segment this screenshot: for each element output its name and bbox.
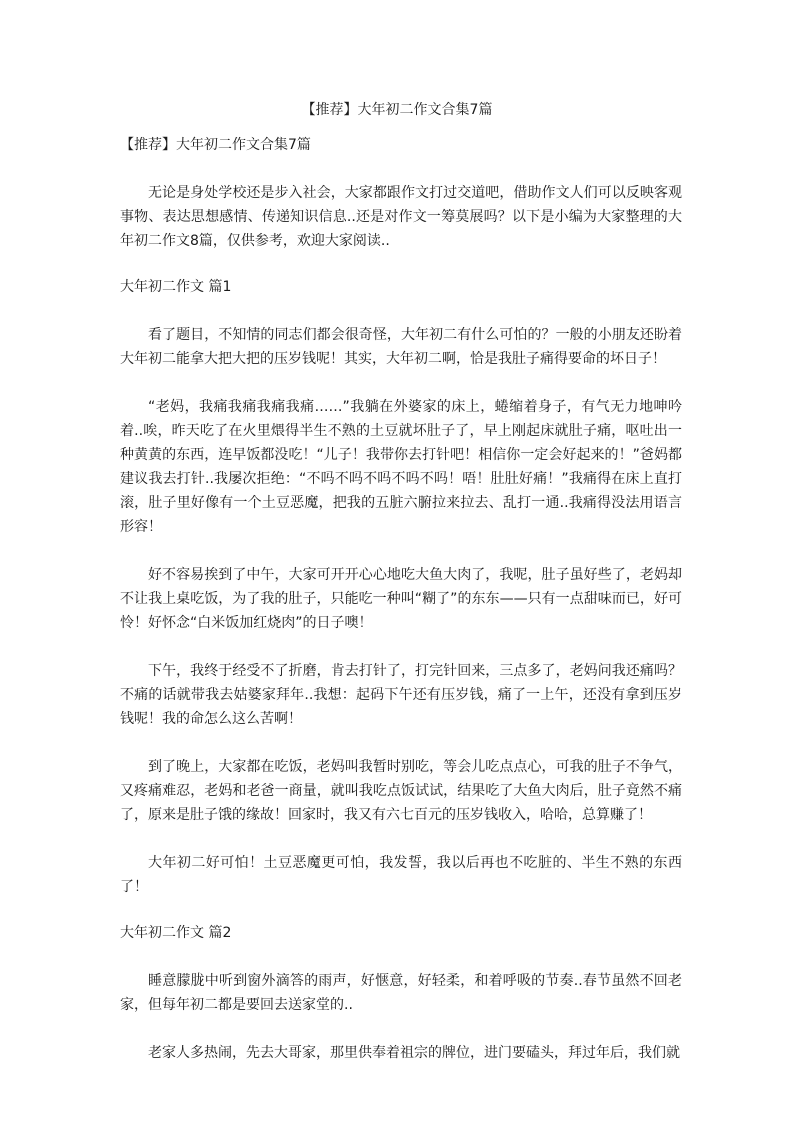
document-title: 【推荐】大年初二作文合集7篇 xyxy=(301,102,493,118)
paragraph: 下午，我终于经受不了折磨，肯去打针了，打完针回来，三点多了，老妈问我还痛吗？不痛的话就带我去姑婆家拜年..我想：起码下午还有压岁钱，痛了一上午，还没有拿到压岁钱呢！我的命怎么这么苦啊！ xyxy=(120,663,682,727)
paragraph: 好不容易挨到了中午，大家可开开心心地吃大鱼大肉了，我呢，肚子虽好些了，老妈却不让我上桌吃饭，为了我的肚子，只能吃一种叫“糊了”的东东——只有一点甜味而已，好可怜！好怀念“白米饭加红烧肉”的日子噢！ xyxy=(120,567,682,631)
document-body xyxy=(120,135,682,1089)
paragraph: 看了题目，不知情的同志们都会很奇怪，大年初二有什么可怕的？一般的小朋友还盼着大年初二能拿大把大把的压岁钱呢！其实，大年初二啊，恰是我肚子痛得要命的坏日子！ xyxy=(120,327,682,367)
paragraph: 睡意朦胧中听到窗外滴答的雨声，好惬意，好轻柔，和着呼吸的节奏..春节虽然不回老家，但每年初二都是要回去送家堂的.. xyxy=(120,973,682,1013)
section-heading-1: 大年初二作文 篇1 xyxy=(120,279,232,295)
paragraph: “老妈，我痛我痛我痛我痛……”我躺在外婆家的床上，蜷缩着身子，有气无力地呻吟着..唉，昨天吃了在火里煨得半生不熟的土豆就坏肚子了，早上刚起床就肚子痛，呕吐出一种黄黄的东西，连早饭都没吃！“儿子！我带你去打针吧！相信你一定会好起来的！”爸妈都建议我去打针..我屡次拒绝：“不吗不吗不吗不吗不吗！唔！肚肚好痛！”我痛得在床上直打滚，肚子里好像有一个土豆恶魔，把我的五脏六腑拉来拉去、乱打一通..我痛得没法用语言形容！ xyxy=(120,399,682,535)
section-heading-2: 大年初二作文 篇2 xyxy=(120,925,232,941)
intro-paragraph: 无论是身处学校还是步入社会，大家都跟作文打过交道吧，借助作文人们可以反映客观事物、表达思想感情、传递知识信息..还是对作文一筹莫展吗？以下是小编为大家整理的大年初二作文8篇，仅供参考，欢迎大家阅读.. xyxy=(120,185,682,249)
paragraph: 到了晚上，大家都在吃饭，老妈叫我暂时别吃，等会儿吃点点心，可我的肚子不争气，又疼痛难忍，老妈和老爸一商量，就叫我吃点饭试试，结果吃了大鱼大肉后，肚子竟然不痛了，原来是肚子饿的缘故！回家时，我又有六七百元的压岁钱收入，哈哈，总算赚了！ xyxy=(120,759,682,823)
paragraph: 老家人多热闹，先去大哥家，那里供奉着祖宗的牌位，进门要磕头，拜过年后，我们就 xyxy=(148,1045,680,1061)
paragraph: 大年初二好可怕！土豆恶魔更可怕，我发誓，我以后再也不吃脏的、半生不熟的东西了！ xyxy=(120,855,682,895)
document-subtitle: 【推荐】大年初二作文合集7篇 xyxy=(120,137,311,153)
